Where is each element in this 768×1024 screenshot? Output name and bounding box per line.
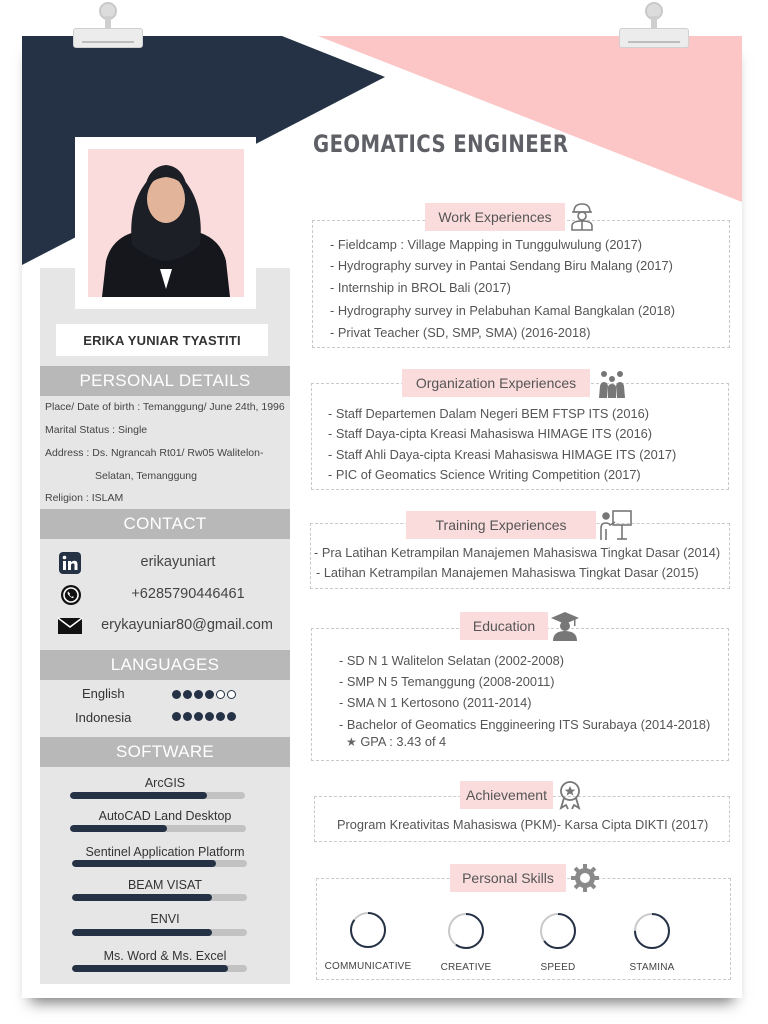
skill-ring <box>633 912 671 950</box>
work-item: - Internship in BROL Bali (2017) <box>330 280 511 295</box>
graduate-icon <box>551 611 579 639</box>
paper-clip-right <box>619 2 689 50</box>
engineer-icon <box>568 201 596 229</box>
level-dot-filled <box>172 712 181 721</box>
software-label-arcgis: ArcGIS <box>144 776 186 790</box>
organization-item: - Staff Daya-cipta Kreasi Mahasiswa HIMAGE ITS (2016) <box>328 426 653 441</box>
organization-tag: Organization Experiences <box>402 369 590 397</box>
email-address[interactable]: erykayuniar80@gmail.com <box>101 617 273 633</box>
work-item: - Privat Teacher (SD, SMP, SMA) (2016-2018) <box>330 325 591 340</box>
whatsapp-icon <box>60 584 82 606</box>
education-item: - SMP N 5 Temanggung (2008-20011) <box>339 674 555 689</box>
skill-label: SPEED <box>540 962 576 973</box>
language-english-label: English <box>82 686 125 701</box>
gpa-value: GPA : 3.43 of 4 <box>360 734 447 749</box>
education-item: - SD N 1 Walitelon Selatan (2002-2008) <box>339 653 565 668</box>
work-item: - Hydrography survey in Pantai Sendang Biru Malang (2017) <box>330 258 673 273</box>
religion-detail: Religion : ISLAM <box>45 492 124 504</box>
software-label-autocad: AutoCAD Land Desktop <box>98 809 232 823</box>
level-dot-filled <box>172 690 181 699</box>
achievement-tag: Achievement <box>460 781 553 809</box>
level-dot-filled <box>194 690 203 699</box>
level-dot-filled <box>205 690 214 699</box>
language-indonesia-level <box>172 712 236 721</box>
education-item: - Bachelor of Geomatics Enggineering ITS Surabaya (2014-2018) <box>339 717 711 732</box>
language-indonesia-label: Indonesia <box>75 710 132 725</box>
software-bar-snap <box>72 860 247 867</box>
level-dot-filled <box>183 690 192 699</box>
work-experiences-tag: Work Experiences <box>425 203 565 231</box>
software-bar-fill <box>70 825 167 832</box>
training-tag: Training Experiences <box>406 511 596 539</box>
birth-detail: Place/ Date of birth : Temanggung/ June 24th, 1996 <box>45 401 285 413</box>
team-icon <box>596 368 628 396</box>
software-bar-fill <box>72 965 228 972</box>
work-item: - Hydrography survey in Pelabuhan Kamal Bangkalan (2018) <box>330 303 676 318</box>
address-line-1: Address : Ds. Ngrancah Rt01/ Rw05 Walitelon- <box>45 447 264 459</box>
software-label-office: Ms. Word & Ms. Excel <box>103 949 227 963</box>
skill-stamina <box>607 912 697 973</box>
organization-item: - PIC of Geomatics Science Writing Competition (2017) <box>328 467 641 482</box>
work-item: - Fieldcamp : Village Mapping in Tunggulwulung (2017) <box>330 237 643 252</box>
education-tag: Education <box>460 612 548 640</box>
address-line-2: Selatan, Temanggung <box>95 470 197 482</box>
software-bar-envi <box>72 929 247 936</box>
skill-label: CREATIVE <box>440 962 492 973</box>
phone-number[interactable]: +6285790446461 <box>131 586 245 602</box>
software-label-snap: Sentinel Application Platform <box>85 845 245 859</box>
level-dot-empty <box>227 690 236 699</box>
skill-label: COMMUNICATIVE <box>324 961 412 972</box>
organization-item: - Staff Departemen Dalam Negeri BEM FTSP ITS (2016) <box>328 406 649 421</box>
pink-banner-shape <box>318 36 742 202</box>
level-dot-filled <box>183 712 192 721</box>
skill-communicative <box>323 911 413 972</box>
education-item: - SMA N 1 Kertosono (2011-2014) <box>339 695 532 710</box>
software-bar-arcgis <box>70 792 245 799</box>
language-english-level <box>172 690 236 699</box>
level-dot-filled <box>194 712 203 721</box>
skill-ring <box>539 912 577 950</box>
software-bar-fill <box>72 894 212 901</box>
contact-header: CONTACT <box>40 509 290 539</box>
software-label-envi: ENVI <box>150 912 180 926</box>
skill-ring <box>349 911 387 949</box>
software-bar-fill <box>72 860 216 867</box>
gear-icon <box>570 863 598 891</box>
level-dot-filled <box>216 712 225 721</box>
software-bar-fill <box>72 929 212 936</box>
achievement-item: Program Kreativitas Mahasiswa (PKM)- Karsa Cipta DIKTI (2017) <box>337 817 709 832</box>
candidate-name: ERIKA YUNIAR TYASTITI <box>56 324 268 356</box>
mail-icon <box>57 616 83 638</box>
software-label-beam: BEAM VISAT <box>127 878 203 892</box>
paper-clip-left <box>73 2 143 50</box>
organization-item: - Staff Ahli Daya-cipta Kreasi Mahasiswa HIMAGE ITS (2017) <box>328 447 677 462</box>
presentation-icon <box>599 509 633 541</box>
training-item: - Pra Latihan Ketrampilan Manajemen Mahasiswa Tingkat Dasar (2014) <box>314 545 721 560</box>
marital-detail: Marital Status : Single <box>45 424 148 436</box>
software-bar-fill <box>70 792 207 799</box>
skill-creative <box>421 912 511 973</box>
training-item: - Latihan Ketrampilan Manajemen Mahasiswa Tingkat Dasar (2015) <box>316 565 699 580</box>
skill-label: STAMINA <box>629 962 675 973</box>
level-dot-filled <box>227 712 236 721</box>
gpa-line <box>346 734 446 749</box>
linkedin-handle[interactable]: erikayuniart <box>140 554 216 570</box>
linkedin-icon <box>59 552 81 574</box>
level-dot-empty <box>216 690 225 699</box>
software-bar-beam <box>72 894 247 901</box>
skill-ring <box>447 912 485 950</box>
languages-header: LANGUAGES <box>40 650 290 680</box>
star-icon: ★ <box>346 735 357 749</box>
job-title: GEOMATICS ENGINEER <box>313 130 569 158</box>
award-icon <box>556 780 584 808</box>
skills-tag: Personal Skills <box>450 864 566 892</box>
personal-details-header: PERSONAL DETAILS <box>40 366 290 396</box>
level-dot-filled <box>205 712 214 721</box>
software-bar-office <box>72 965 247 972</box>
profile-photo <box>88 149 244 297</box>
software-header: SOFTWARE <box>40 737 290 767</box>
skill-speed <box>513 912 603 973</box>
software-bar-autocad <box>70 825 246 832</box>
